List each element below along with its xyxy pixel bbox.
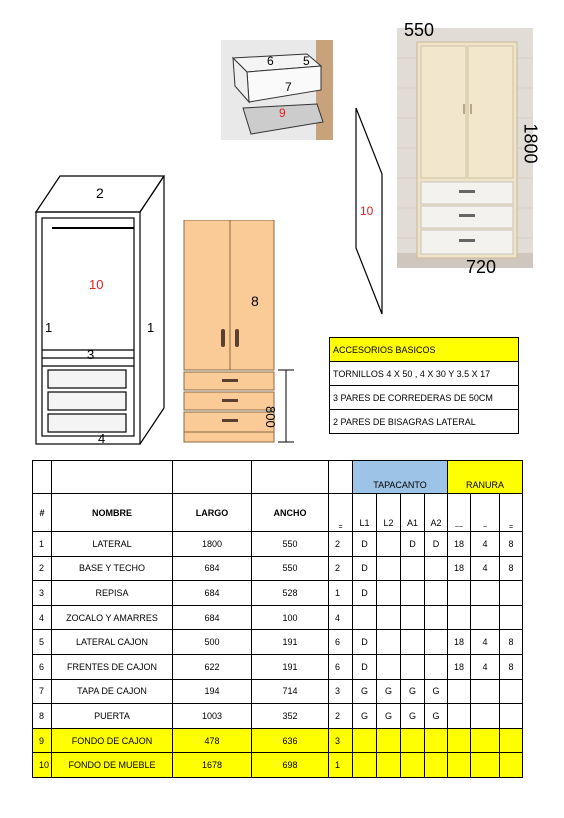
cell-ancho: 550	[252, 532, 329, 557]
cell-cant: 6	[329, 630, 353, 655]
photo-depth-label: 720	[466, 257, 497, 277]
cell-ancho: 191	[252, 654, 329, 679]
cell-num: 4	[33, 605, 52, 630]
cell-r2: 4	[471, 630, 500, 655]
carcass-label-back: 10	[89, 277, 104, 292]
col-cantidad-icon: =	[329, 494, 353, 532]
table-row	[33, 728, 523, 753]
tapacanto-header: TAPACANTO	[353, 461, 448, 494]
cell-num: 1	[33, 532, 52, 557]
cell-a1: D	[401, 532, 425, 557]
cell-r2: 4	[471, 654, 500, 679]
cell-r3: 8	[500, 532, 523, 557]
carcass-label-right: 1	[147, 320, 155, 335]
cell-nombre: ZOCALO Y AMARRES	[52, 605, 173, 630]
cell-cant: 1	[329, 581, 353, 606]
ranura-header: RANURA	[448, 461, 523, 494]
front-view	[182, 220, 298, 446]
cell-r3	[500, 753, 523, 778]
accessories-title: ACCESORIOS BASICOS	[329, 337, 519, 362]
cell-r1: 18	[448, 654, 471, 679]
cell-ancho: 352	[252, 704, 329, 729]
table-column-header	[33, 494, 523, 532]
cell-num: 7	[33, 679, 52, 704]
cell-cant: 2	[329, 556, 353, 581]
cell-l1	[353, 605, 377, 630]
cell-r2	[471, 581, 500, 606]
cell-nombre: BASE Y TECHO	[52, 556, 173, 581]
cell-r3	[500, 605, 523, 630]
cell-l2: G	[377, 704, 401, 729]
cell-r1: 18	[448, 532, 471, 557]
cell-l1: D	[353, 654, 377, 679]
col-ancho: ANCHO	[252, 494, 329, 532]
cell-l1	[353, 753, 377, 778]
drawer-diagram	[221, 40, 333, 140]
cut-list-table	[32, 460, 523, 778]
cell-cant: 3	[329, 728, 353, 753]
cell-nombre: REPISA	[52, 581, 173, 606]
front-door-label: 8	[251, 293, 259, 309]
cell-l2	[377, 605, 401, 630]
cell-num: 10	[33, 753, 52, 778]
cell-ancho: 698	[252, 753, 329, 778]
photo-height-label: 1800	[520, 123, 541, 164]
col-l1: L1	[353, 494, 377, 532]
cell-largo: 684	[173, 581, 252, 606]
cell-a2	[425, 630, 448, 655]
cell-l2	[377, 556, 401, 581]
col-a2: A2	[425, 494, 448, 532]
cell-l2	[377, 581, 401, 606]
accessories-item: 3 PARES DE CORREDERAS DE 50CM	[329, 385, 519, 410]
wardrobe-photo	[397, 28, 533, 268]
wardrobe-photo-illustration	[397, 28, 533, 268]
cell-nombre: FRENTES DE CAJON	[52, 654, 173, 679]
drawer-label-7: 7	[285, 80, 292, 94]
cell-a1	[401, 630, 425, 655]
cell-l1: D	[353, 581, 377, 606]
table-row	[33, 654, 523, 679]
cell-num: 8	[33, 704, 52, 729]
back-panel	[352, 106, 386, 316]
cell-r2	[471, 679, 500, 704]
cell-largo: 684	[173, 605, 252, 630]
col-a1: A1	[401, 494, 425, 532]
cell-a2	[425, 654, 448, 679]
cell-cant: 3	[329, 679, 353, 704]
cell-r1	[448, 581, 471, 606]
cell-r3	[500, 728, 523, 753]
cell-cant: 2	[329, 532, 353, 557]
carcass-label-shelf: 3	[87, 347, 95, 362]
cell-a1	[401, 556, 425, 581]
front-view-drawing	[182, 220, 298, 446]
table-row	[33, 605, 523, 630]
drawer-label-6: 6	[267, 54, 274, 68]
table-row	[33, 581, 523, 606]
cell-cant: 1	[329, 753, 353, 778]
cell-ancho: 191	[252, 630, 329, 655]
cell-r3: 8	[500, 556, 523, 581]
cell-a2	[425, 605, 448, 630]
cell-a1	[401, 654, 425, 679]
cell-r2	[471, 605, 500, 630]
cell-num: 9	[33, 728, 52, 753]
cell-ancho: 714	[252, 679, 329, 704]
photo-width-label: 550	[404, 20, 435, 40]
cell-nombre: FONDO DE MUEBLE	[52, 753, 173, 778]
cell-r1: 18	[448, 630, 471, 655]
cell-largo: 1678	[173, 753, 252, 778]
cell-a1: G	[401, 679, 425, 704]
carcass-label-top: 2	[96, 185, 104, 201]
drawer-label-5: 5	[303, 54, 310, 68]
cell-nombre: TAPA DE CAJON	[52, 679, 173, 704]
cell-largo: 684	[173, 556, 252, 581]
carcass-diagram	[30, 170, 170, 446]
drawer-label-9: 9	[279, 106, 286, 120]
cell-r1	[448, 679, 471, 704]
cell-r2: 4	[471, 532, 500, 557]
cell-l1	[353, 728, 377, 753]
cell-a1	[401, 728, 425, 753]
cell-nombre: FONDO DE CAJON	[52, 728, 173, 753]
table-row	[33, 679, 523, 704]
cell-nombre: LATERAL	[52, 532, 173, 557]
cell-ancho: 100	[252, 605, 329, 630]
cell-largo: 1800	[173, 532, 252, 557]
back-panel-label: 10	[360, 204, 374, 218]
cell-a2: G	[425, 679, 448, 704]
cell-r3	[500, 679, 523, 704]
cell-a2	[425, 556, 448, 581]
drawer-illustration	[221, 40, 333, 140]
cell-ancho: 528	[252, 581, 329, 606]
cell-a1: G	[401, 704, 425, 729]
cell-r3	[500, 704, 523, 729]
cell-a2	[425, 753, 448, 778]
cell-a2	[425, 728, 448, 753]
cell-l2	[377, 728, 401, 753]
table-row	[33, 556, 523, 581]
cell-a2: G	[425, 704, 448, 729]
col-largo: LARGO	[173, 494, 252, 532]
cell-l2	[377, 630, 401, 655]
cell-r1	[448, 605, 471, 630]
carcass-label-left: 1	[45, 320, 53, 335]
front-height-label: 800	[263, 406, 278, 428]
cell-cant: 6	[329, 654, 353, 679]
cell-r2	[471, 728, 500, 753]
cell-largo: 1003	[173, 704, 252, 729]
accessories-item: 2 PARES DE BISAGRAS LATERAL	[329, 409, 519, 434]
cell-r3: 8	[500, 654, 523, 679]
cell-num: 5	[33, 630, 52, 655]
cell-l1: D	[353, 556, 377, 581]
table-row	[33, 704, 523, 729]
cell-largo: 478	[173, 728, 252, 753]
cell-l1: G	[353, 679, 377, 704]
cell-largo: 622	[173, 654, 252, 679]
accessories-item: TORNILLOS 4 X 50 , 4 X 30 Y 3.5 X 17	[329, 361, 519, 386]
table-row	[33, 532, 523, 557]
cell-l1: D	[353, 630, 377, 655]
cell-largo: 194	[173, 679, 252, 704]
cell-r1	[448, 704, 471, 729]
cell-a1	[401, 581, 425, 606]
col-ranura-distance-icon: ~~	[448, 494, 471, 532]
cell-l1: D	[353, 532, 377, 557]
col-l2: L2	[377, 494, 401, 532]
cell-a2: D	[425, 532, 448, 557]
accessories-box	[329, 337, 519, 434]
cell-r2	[471, 753, 500, 778]
cell-r1	[448, 728, 471, 753]
table-row	[33, 753, 523, 778]
cell-cant: 4	[329, 605, 353, 630]
cell-a2	[425, 581, 448, 606]
cell-nombre: PUERTA	[52, 704, 173, 729]
cell-r3	[500, 581, 523, 606]
col-ranura-width-icon: =	[500, 494, 523, 532]
cell-r2	[471, 704, 500, 729]
cell-ancho: 550	[252, 556, 329, 581]
cell-l2	[377, 654, 401, 679]
cell-num: 3	[33, 581, 52, 606]
cell-r1: 18	[448, 556, 471, 581]
cell-a1	[401, 753, 425, 778]
table-group-header	[33, 461, 523, 494]
table-row	[33, 630, 523, 655]
cell-nombre: LATERAL CAJON	[52, 630, 173, 655]
cell-l1: G	[353, 704, 377, 729]
col-ranura-depth-icon: ~	[471, 494, 500, 532]
cell-r2: 4	[471, 556, 500, 581]
cell-l2: G	[377, 679, 401, 704]
col-nombre: NOMBRE	[52, 494, 173, 532]
cell-largo: 500	[173, 630, 252, 655]
cell-ancho: 636	[252, 728, 329, 753]
carcass-label-base: 4	[98, 431, 106, 446]
cell-l2	[377, 532, 401, 557]
cell-num: 2	[33, 556, 52, 581]
carcass-drawing	[30, 170, 170, 446]
cell-r1	[448, 753, 471, 778]
col-num: #	[33, 494, 52, 532]
cell-num: 6	[33, 654, 52, 679]
cell-a1	[401, 605, 425, 630]
cell-r3: 8	[500, 630, 523, 655]
cell-cant: 2	[329, 704, 353, 729]
cell-l2	[377, 753, 401, 778]
